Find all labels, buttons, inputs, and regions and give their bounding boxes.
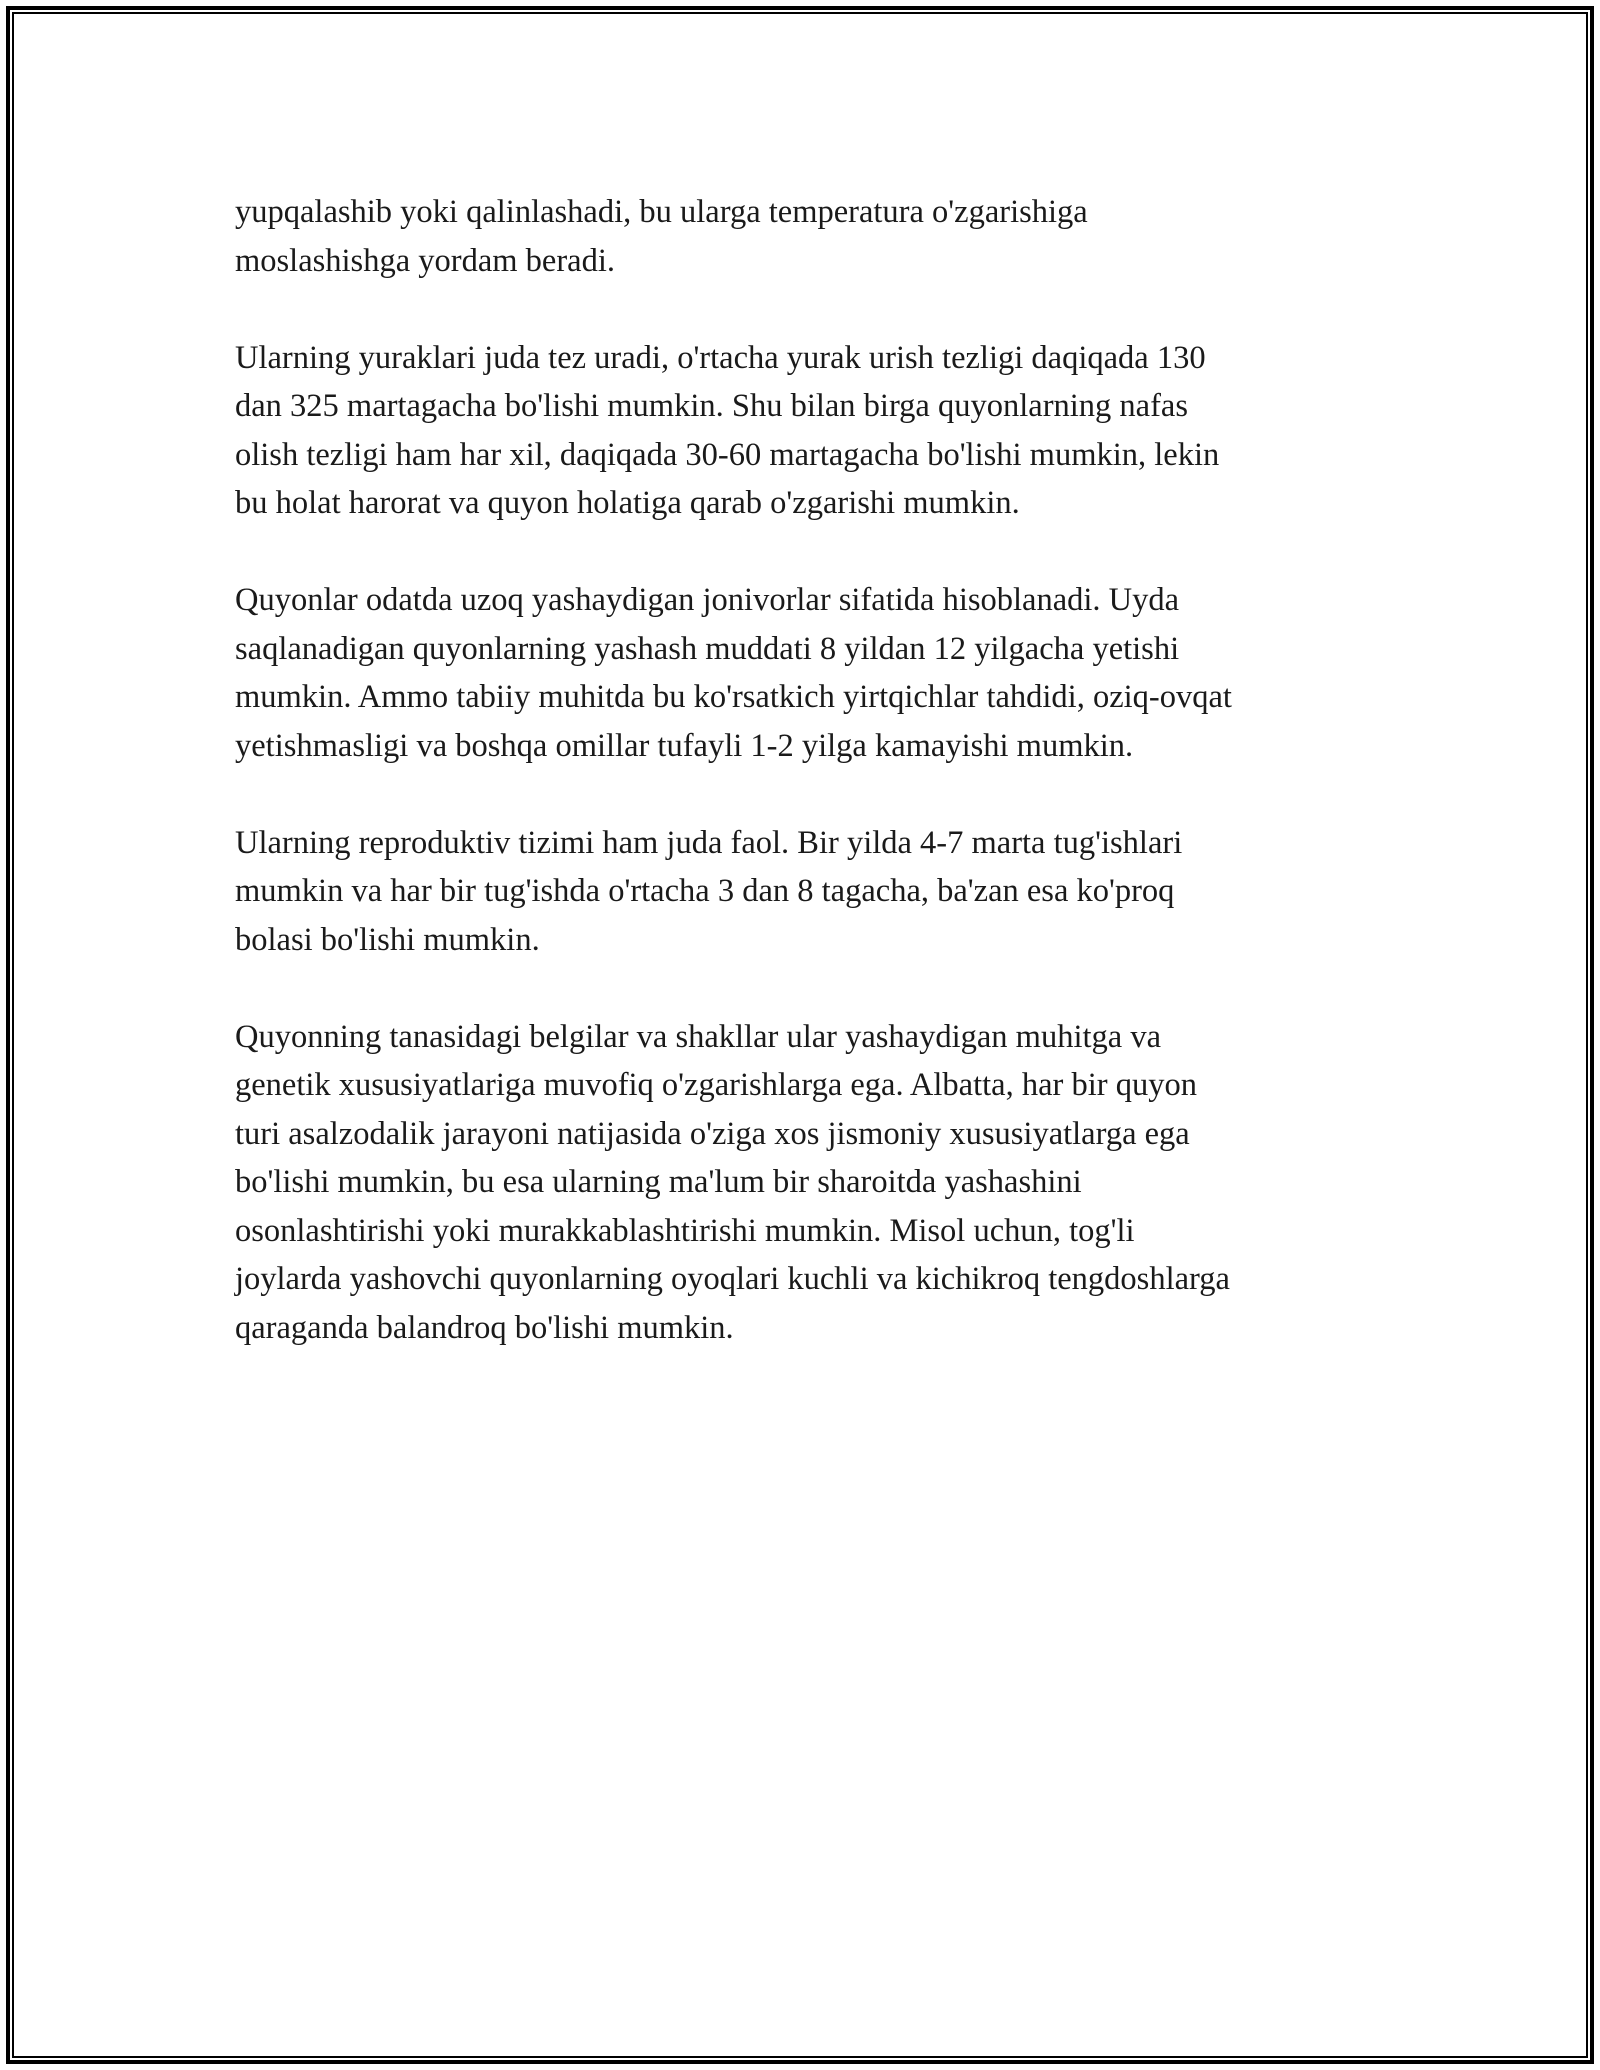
text-line: dan 325 martagacha bo'lishi mumkin. Shu bilan birga quyonlarning nafas xyxy=(235,388,1188,424)
text-line: qaraganda balandroq bo'lishi mumkin. xyxy=(235,1309,734,1346)
paragraph-5 xyxy=(235,1013,1375,1353)
text-line: bo'lishi mumkin, bu esa ularning ma'lum bir sharoitda yashashini xyxy=(235,1164,1082,1200)
document-body xyxy=(235,188,1375,1401)
paragraph-3 xyxy=(235,576,1375,770)
text-line: osonlashtirishi yoki murakkablashtirishi mumkin. Misol uchun, tog'li xyxy=(235,1212,1135,1249)
paragraph-1 xyxy=(235,188,1375,285)
text-line: joylarda yashovchi quyonlarning oyoqlari kuchli va kichikroq tengdoshlarga xyxy=(235,1261,1230,1297)
text-line: mumkin. Ammo tabiiy muhitda bu ko'rsatkich yirtqichlar tahdidi, oziq-ovqat xyxy=(235,679,1232,715)
text-line: olish tezligi ham har xil, daqiqada 30-60 martagacha bo'lishi mumkin, lekin xyxy=(235,436,1220,473)
text-line: Quyonlar odatda uzoq yashaydigan jonivorlar sifatida hisoblanadi. Uyda xyxy=(235,582,1180,618)
text-line: Ularning yuraklari juda tez uradi, o'rtacha yurak urish tezligi daqiqada 130 xyxy=(235,339,1206,376)
text-line: bu holat harorat va quyon holatiga qarab o'zgarishi mumkin. xyxy=(235,485,1020,521)
paragraph-4 xyxy=(235,819,1375,965)
text-line: genetik xususiyatlariga muvofiq o'zgarishlarga ega. Albatta, har bir quyon xyxy=(235,1067,1197,1103)
text-line: yetishmasligi va boshqa omillar tufayli 1-2 yilga kamayishi mumkin. xyxy=(235,727,1134,764)
paragraph-2 xyxy=(235,334,1375,528)
text-line: turi asalzodalik jarayoni natijasida o'ziga xos jismoniy xususiyatlarga ega xyxy=(235,1115,1190,1152)
text-line: moslashishga yordam beradi. xyxy=(235,242,615,279)
text-line: yupqalashib yoki qalinlashadi, bu ularga temperatura o'zgarishiga xyxy=(235,194,1088,230)
text-line: saqlanadigan quyonlarning yashash muddati 8 yildan 12 yilgacha yetishi xyxy=(235,630,1180,667)
text-line: bolasi bo'lishi mumkin. xyxy=(235,921,540,958)
text-line: Quyonning tanasidagi belgilar va shakllar ular yashaydigan muhitga va xyxy=(235,1018,1161,1055)
text-line: Ularning reproduktiv tizimi ham juda faol. Bir yilda 4-7 marta tug'ishlari xyxy=(235,824,1183,861)
text-line: mumkin va har bir tug'ishda o'rtacha 3 dan 8 tagacha, ba'zan esa ko'proq xyxy=(235,873,1175,909)
